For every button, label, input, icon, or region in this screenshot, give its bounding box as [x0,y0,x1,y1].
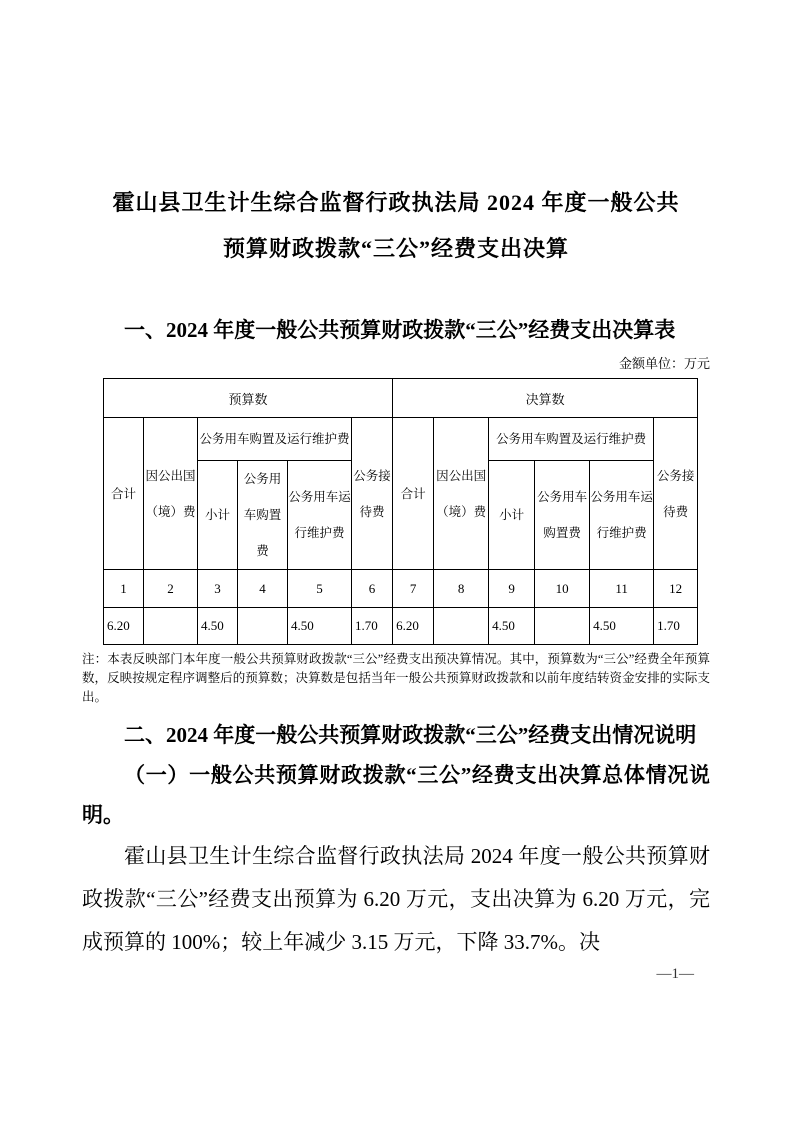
final-subtotal-header: 小计 [489,461,535,570]
final-maintain-header: 公务用车运行维护费 [590,461,654,570]
amount-unit-label: 金额单位：万元 [618,356,710,371]
document-title-line2: 预算财政拨款“三公”经费支出决算 [222,236,569,261]
budget-group-header: 预算数 [104,379,393,418]
value-cell: 4.50 [489,608,535,645]
value-cell: 1.70 [352,608,393,645]
section2-sub-heading: （一）一般公共预算财政拨款“三公”经费支出决算总体情况说明。 [82,763,710,827]
final-abroad-header: 因公出国（境）费 [434,418,489,570]
final-reception-header: 公务接待费 [654,418,698,570]
value-cell [238,608,288,645]
budget-vehicle-group-header: 公务用车购置及运行维护费 [198,418,352,461]
section2-heading: 二、2024 年度一般公共预算财政拨款“三公”经费支出情况说明 [124,723,697,747]
column-number: 2 [144,570,198,608]
column-number: 6 [352,570,393,608]
value-cell: 6.20 [104,608,144,645]
column-number: 1 [104,570,144,608]
budget-maintain-header: 公务用车运行维护费 [288,461,352,570]
budget-reception-header: 公务接待费 [352,418,393,570]
column-number: 9 [489,570,535,608]
page-number: —1— [656,966,694,982]
budget-abroad-header: 因公出国（境）费 [144,418,198,570]
column-number: 7 [393,570,434,608]
value-cell [144,608,198,645]
budget-purchase-header: 公务用车购置费 [238,461,288,570]
value-cell: 4.50 [590,608,654,645]
final-total-header: 合计 [393,418,434,570]
three-public-expense-table [103,378,698,645]
final-group-header: 决算数 [393,379,698,418]
column-number: 12 [654,570,698,608]
final-purchase-header: 公务用车购置费 [535,461,590,570]
value-cell [434,608,489,645]
final-vehicle-group-header: 公务用车购置及运行维护费 [489,418,654,461]
section1-heading: 一、2024 年度一般公共预算财政拨款“三公”经费支出决算表 [124,318,676,342]
column-number: 10 [535,570,590,608]
table-value-row [104,608,698,645]
table-header-row-1 [104,418,698,461]
document-title-line1: 霍山县卫生计生综合监督行政执法局 2024 年度一般公共 [112,190,680,215]
body-paragraph: 霍山县卫生计生综合监督行政执法局 2024 年度一般公共预算财政拨款“三公”经费支出预算为 6.20 万元，支出决算为 6.20 万元，完成预算的 100%；较上年减少 3.15 万元，下降 33.7%。决 [82,844,710,954]
table-column-number-row [104,570,698,608]
table-group-header-row [104,379,698,418]
column-number: 11 [590,570,654,608]
value-cell: 4.50 [288,608,352,645]
value-cell: 4.50 [198,608,238,645]
column-number: 5 [288,570,352,608]
table-note: 注：本表反映部门本年度一般公共预算财政拨款“三公”经费支出预决算情况。其中，预算数为“三公”经费全年预算数，反映按规定程序调整后的预算数；决算数是包括当年一般公共预算财政拨款和以前年度结转资金安排的实际支出。 [82,652,710,704]
column-number: 8 [434,570,489,608]
budget-total-header: 合计 [104,418,144,570]
column-number: 4 [238,570,288,608]
value-cell: 6.20 [393,608,434,645]
budget-subtotal-header: 小计 [198,461,238,570]
value-cell: 1.70 [654,608,698,645]
value-cell [535,608,590,645]
document-title [82,180,710,272]
column-number: 3 [198,570,238,608]
